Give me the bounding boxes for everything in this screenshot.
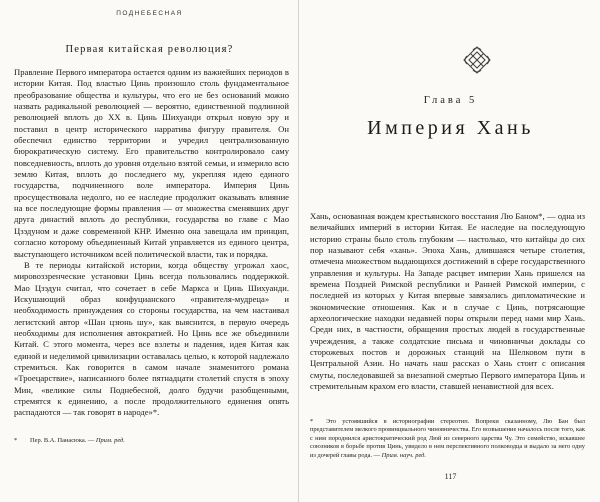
footnote-tag: Прим. ред. — [95, 437, 125, 444]
chapter-label: Глава 5 — [423, 95, 478, 106]
paragraph: Правление Первого императора остается одним из важнейших периодов в истории Китая. Под властью Цинь произошло столь фундаментальное преобразование общества и культуры, что его не без оснований можно назвать радикальной революцией — вероятно, единственной подлинной революцией вплоть до XX в. Цинь Шихуанди открыл новую эру и поставил в центр исторического нарратива фигуру правителя. Он обеспечил единство территории и учредил централизованную бюрократическую систему. Его правительство контролировало саму повседневность, вплоть до уровня отдельно взятой семьи, и измерило всю землю Китая, вплоть до последнего му, укрепляя идею единого государства, подчиненного воле императора. Империя Цинь просуществовала недолго, но ее наследие продолжит оказывать влияние на все последующие формы правления — от множества сменявших друг друга династий вплоть до республики, государства во главе с Мао Цзэдуном и даже современной КНР. Именно она завещала им принцип, согласно которому объединенный Китай управляется из единого центра, выступающего источником всей политической власти, так и порядка. — [14, 67, 289, 259]
footnote-text: Это устоявшийся в историографии стереотип. Вопреки сказанному, Лю Бан был представителем мелкого провинциального чиновничества. Его возвышение началось после того, как с ним породнился аристократический род Люй из северного царства Чу. Это семейство, искавшее союзников в борьбе против Цинь, увидело в нем перспективного полководца и выдало за него одну из дочерей главы рода. — — [310, 418, 585, 459]
chapter-title: Империя Хань — [367, 117, 534, 139]
left-page — [0, 0, 299, 502]
footnote-mark: * — [14, 437, 18, 444]
footnote-text: Пер. В.А. Панасюка. — — [30, 437, 96, 444]
section-title: Первая китайская революция? — [65, 44, 234, 55]
footnote — [310, 418, 585, 460]
left-body-text — [14, 67, 289, 419]
footnote-tag: Прим. науч. ред. — [381, 451, 426, 459]
paragraph: Хань, основанная вождем крестьянского восстания Лю Баном*, — одна из величайших империй в истории Китая. Ее наследие на последующую историю страны было столь глубоким — настолько, что китайцы до сих пор называют себя «хань». Эпоха Хань, длившаяся четыре столетия, отмечена множеством выдающихся достижений в сфере государственного управления и культуры. На Западе расцвет империи Хань пришелся на времена Поздней Римской республики и Ранней Римской империи, с последней из которых у Китая впервые завязались дипломатические и экономические отношения. Как и в случае с Цинь, потрясающие археологические находки недавней поры открыли перед нами мир Хань. Среди них, в частности, обращения простых людей в государственные учреждения, а также солдатские письма и чиновничьи доклады со сторожевых постов и дорожных станций на Шелковом пути в Центральной Азии. Но начать наш рассказ о Хань стоит с описания смуты, последовавшей за внезапной смертью Первого императора Цинь и стремительным крахом его власти, ставшей ненавистной для всех. — [310, 211, 585, 392]
endless-knot-icon — [461, 44, 493, 76]
paragraph: В те периоды китайской истории, когда обществу угрожал хаос, мировоззренческие установки Цинь всегда пользовались поддержкой. Мао Цзэдун считал, что сочетает в себе Маркса и Цинь Шихуанди. Искушающий образ конфуцианского «правителя-мудреца» и необходимость принуждения со стороны государства, на чем настаивал легистский автор «Шан цзюнь шу», как выяснится, в первую очередь необходимы для исполнения автократией. Но Цинь все же объединили Китай. С этого момента, через все взлеты и падения, идея Китая как единой и неделимой цивилизации оставалась целью, к которой надлежало стремиться. Как говорится в самом начале знаменитого романа «Троецарствие», написанного более пятнадцати столетий спустя в эпоху Мин, «великие силы Поднебесной, долго будучи разобщенными, стремятся к единению, а после продолжительного единения опять распадаются — так говорят в народе»*. — [14, 259, 289, 418]
running-head: ПОДНЕБЕСНАЯ — [116, 10, 183, 17]
footnote-mark: * — [310, 418, 314, 425]
footnote — [14, 437, 289, 445]
page-number: 117 — [444, 472, 457, 481]
right-body-text — [310, 211, 585, 393]
